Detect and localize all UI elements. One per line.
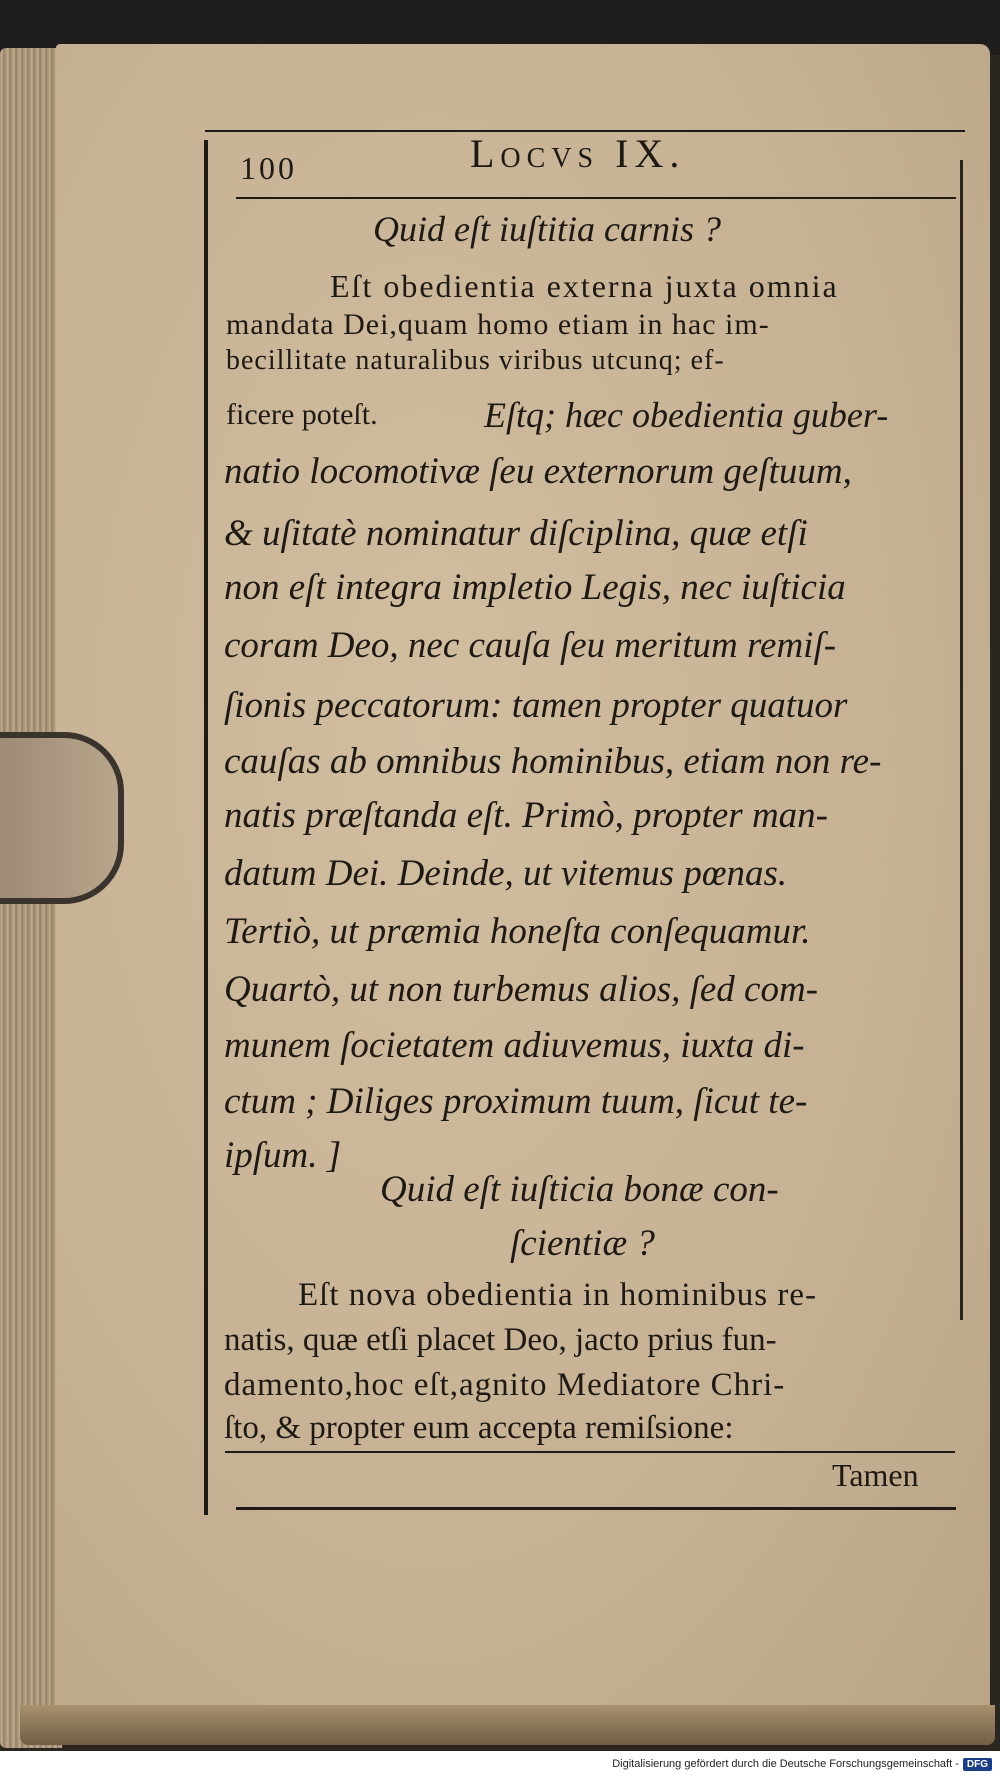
header-underline <box>236 197 956 199</box>
bookmark-ribbon <box>0 732 124 904</box>
running-title: Locvs IX. <box>470 131 686 176</box>
section-heading: Quid eſt iuſtitia carnis ? <box>373 209 721 249</box>
page-number: 100 <box>240 150 297 186</box>
body-line: becillitate naturalibus viribus utcunq; ef- <box>226 345 725 376</box>
body-line: ſionis peccatorum: tamen propter quatuor <box>224 685 848 726</box>
catchword: Tamen <box>832 1457 919 1493</box>
body-line: ficere poteſt. <box>226 398 378 431</box>
body-line: natis, quæ etſi placet Deo, jacto prius fun- <box>224 1322 777 1358</box>
body-line: munem ſocietatem adiuvemus, iuxta di- <box>224 1025 805 1066</box>
frame-left-rule <box>204 140 208 1515</box>
body-line: coram Deo, nec cauſa ſeu meritum remiſ- <box>224 625 837 666</box>
bottom-frame-rule <box>236 1507 956 1510</box>
body-line: ipſum. ] <box>224 1135 342 1176</box>
section-heading-continued: ſcientiæ ? <box>510 1223 655 1264</box>
body-line: Tertiò, ut præmia honeſta conſequamur. <box>224 911 811 952</box>
body-line: non eſt integra impletio Legis, nec iuſticia <box>224 567 846 608</box>
text-block-bottom-rule <box>225 1451 955 1453</box>
dfg-logo: DFG <box>963 1758 992 1771</box>
body-line: Quartò, ut non turbemus alios, ſed com- <box>224 969 819 1010</box>
body-line: ſto, & propter eum accepta remiſsione: <box>224 1410 734 1446</box>
body-line: damento,hoc eſt,agnito Mediatore Chri- <box>224 1367 786 1403</box>
body-line: natis præſtanda eſt. Primò, propter man- <box>224 795 828 836</box>
body-line: & uſitatè nominatur diſciplina, quæ etſi <box>224 513 808 554</box>
body-line: natio locomotivæ ſeu externorum geſtuum, <box>224 451 852 492</box>
body-line: Eſt nova obedientia in hominibus re- <box>298 1277 817 1313</box>
body-line: Eſt obedientia externa juxta omnia <box>330 268 839 304</box>
body-line: datum Dei. Deinde, ut vitemus pœnas. <box>224 853 788 894</box>
footer-credit: Digitalisierung gefördert durch die Deutsche Forschungsgemeinschaft - <box>612 1758 959 1770</box>
body-line: mandata Dei,quam homo etiam in hac im- <box>226 308 770 341</box>
digitization-footer <box>0 1751 1000 1777</box>
body-line: ctum ; Diliges proximum tuum, ſicut te- <box>224 1081 808 1122</box>
frame-right-rule <box>960 160 963 1320</box>
body-line: Eſtq; hæc obedientia guber- <box>484 395 889 435</box>
page-bottom-edge <box>20 1705 995 1745</box>
section-heading: Quid eſt iuſticia bonæ con- <box>380 1169 779 1210</box>
body-line: cauſas ab omnibus hominibus, etiam non re- <box>224 741 882 782</box>
